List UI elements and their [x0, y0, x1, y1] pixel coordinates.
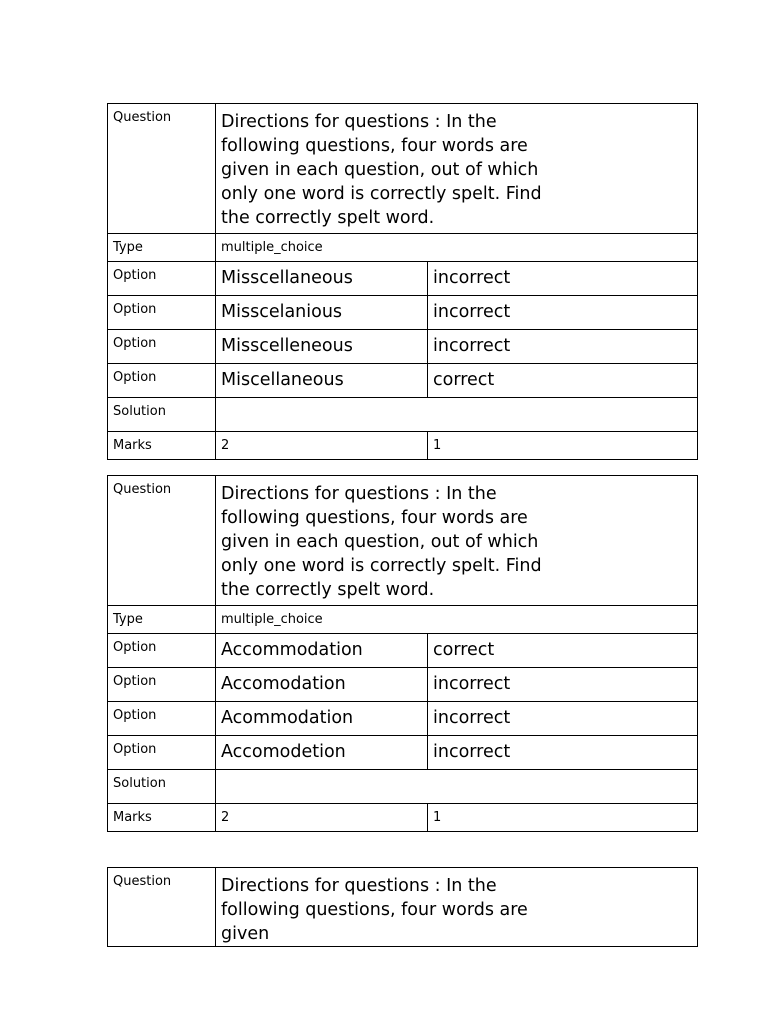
- option-label: Option: [108, 364, 216, 398]
- option-text: Acommodation: [216, 702, 428, 736]
- type-row: [108, 234, 698, 262]
- option-status: incorrect: [428, 736, 698, 770]
- marks-positive: 2: [216, 804, 428, 832]
- marks-label: Marks: [108, 432, 216, 460]
- option-label: Option: [108, 634, 216, 668]
- question-label: Question: [108, 104, 216, 234]
- option-label: Option: [108, 296, 216, 330]
- option-text: Accommodation: [216, 634, 428, 668]
- type-label: Type: [108, 606, 216, 634]
- question-text-cell: [216, 104, 698, 234]
- option-text: Accomodation: [216, 668, 428, 702]
- option-label: Option: [108, 262, 216, 296]
- option-label: Option: [108, 702, 216, 736]
- question-table-3: [107, 867, 698, 947]
- option-row: [108, 668, 698, 702]
- solution-row: [108, 770, 698, 804]
- marks-row: [108, 432, 698, 460]
- type-row: [108, 606, 698, 634]
- option-status: incorrect: [428, 668, 698, 702]
- question-label: Question: [108, 868, 216, 947]
- option-label: Option: [108, 330, 216, 364]
- option-status: correct: [428, 634, 698, 668]
- option-row: [108, 262, 698, 296]
- marks-negative: 1: [428, 432, 698, 460]
- solution-label: Solution: [108, 770, 216, 804]
- solution-row: [108, 398, 698, 432]
- question-row: [108, 104, 698, 234]
- type-label: Type: [108, 234, 216, 262]
- type-value: multiple_choice: [216, 234, 698, 262]
- question-table-1: [107, 103, 698, 460]
- type-value: multiple_choice: [216, 606, 698, 634]
- question-table-2: [107, 475, 698, 832]
- option-row: [108, 296, 698, 330]
- question-text: Directions for questions : In the following questions, four words are given in each question, out of which only one word is correctly spelt. Find the correctly spelt word.: [221, 484, 542, 600]
- option-status: incorrect: [428, 296, 698, 330]
- solution-value: [216, 398, 698, 432]
- question-row: [108, 476, 698, 606]
- question-row: [108, 868, 698, 947]
- option-label: Option: [108, 736, 216, 770]
- option-row: [108, 330, 698, 364]
- option-text: Misscellaneous: [216, 262, 428, 296]
- solution-label: Solution: [108, 398, 216, 432]
- marks-label: Marks: [108, 804, 216, 832]
- option-text: Miscellaneous: [216, 364, 428, 398]
- option-text: Misscelleneous: [216, 330, 428, 364]
- option-label: Option: [108, 668, 216, 702]
- option-row: [108, 736, 698, 770]
- question-text-cell: [216, 868, 698, 947]
- option-row: [108, 634, 698, 668]
- option-status: incorrect: [428, 702, 698, 736]
- question-text: Directions for questions : In the following questions, four words are given: [221, 876, 528, 944]
- question-label: Question: [108, 476, 216, 606]
- question-text: Directions for questions : In the following questions, four words are given in each question, out of which only one word is correctly spelt. Find the correctly spelt word.: [221, 112, 542, 228]
- solution-value: [216, 770, 698, 804]
- marks-negative: 1: [428, 804, 698, 832]
- option-status: incorrect: [428, 330, 698, 364]
- marks-row: [108, 804, 698, 832]
- option-text: Misscelanious: [216, 296, 428, 330]
- option-text: Accomodetion: [216, 736, 428, 770]
- option-row: [108, 364, 698, 398]
- question-text-cell: [216, 476, 698, 606]
- option-status: correct: [428, 364, 698, 398]
- option-status: incorrect: [428, 262, 698, 296]
- marks-positive: 2: [216, 432, 428, 460]
- option-row: [108, 702, 698, 736]
